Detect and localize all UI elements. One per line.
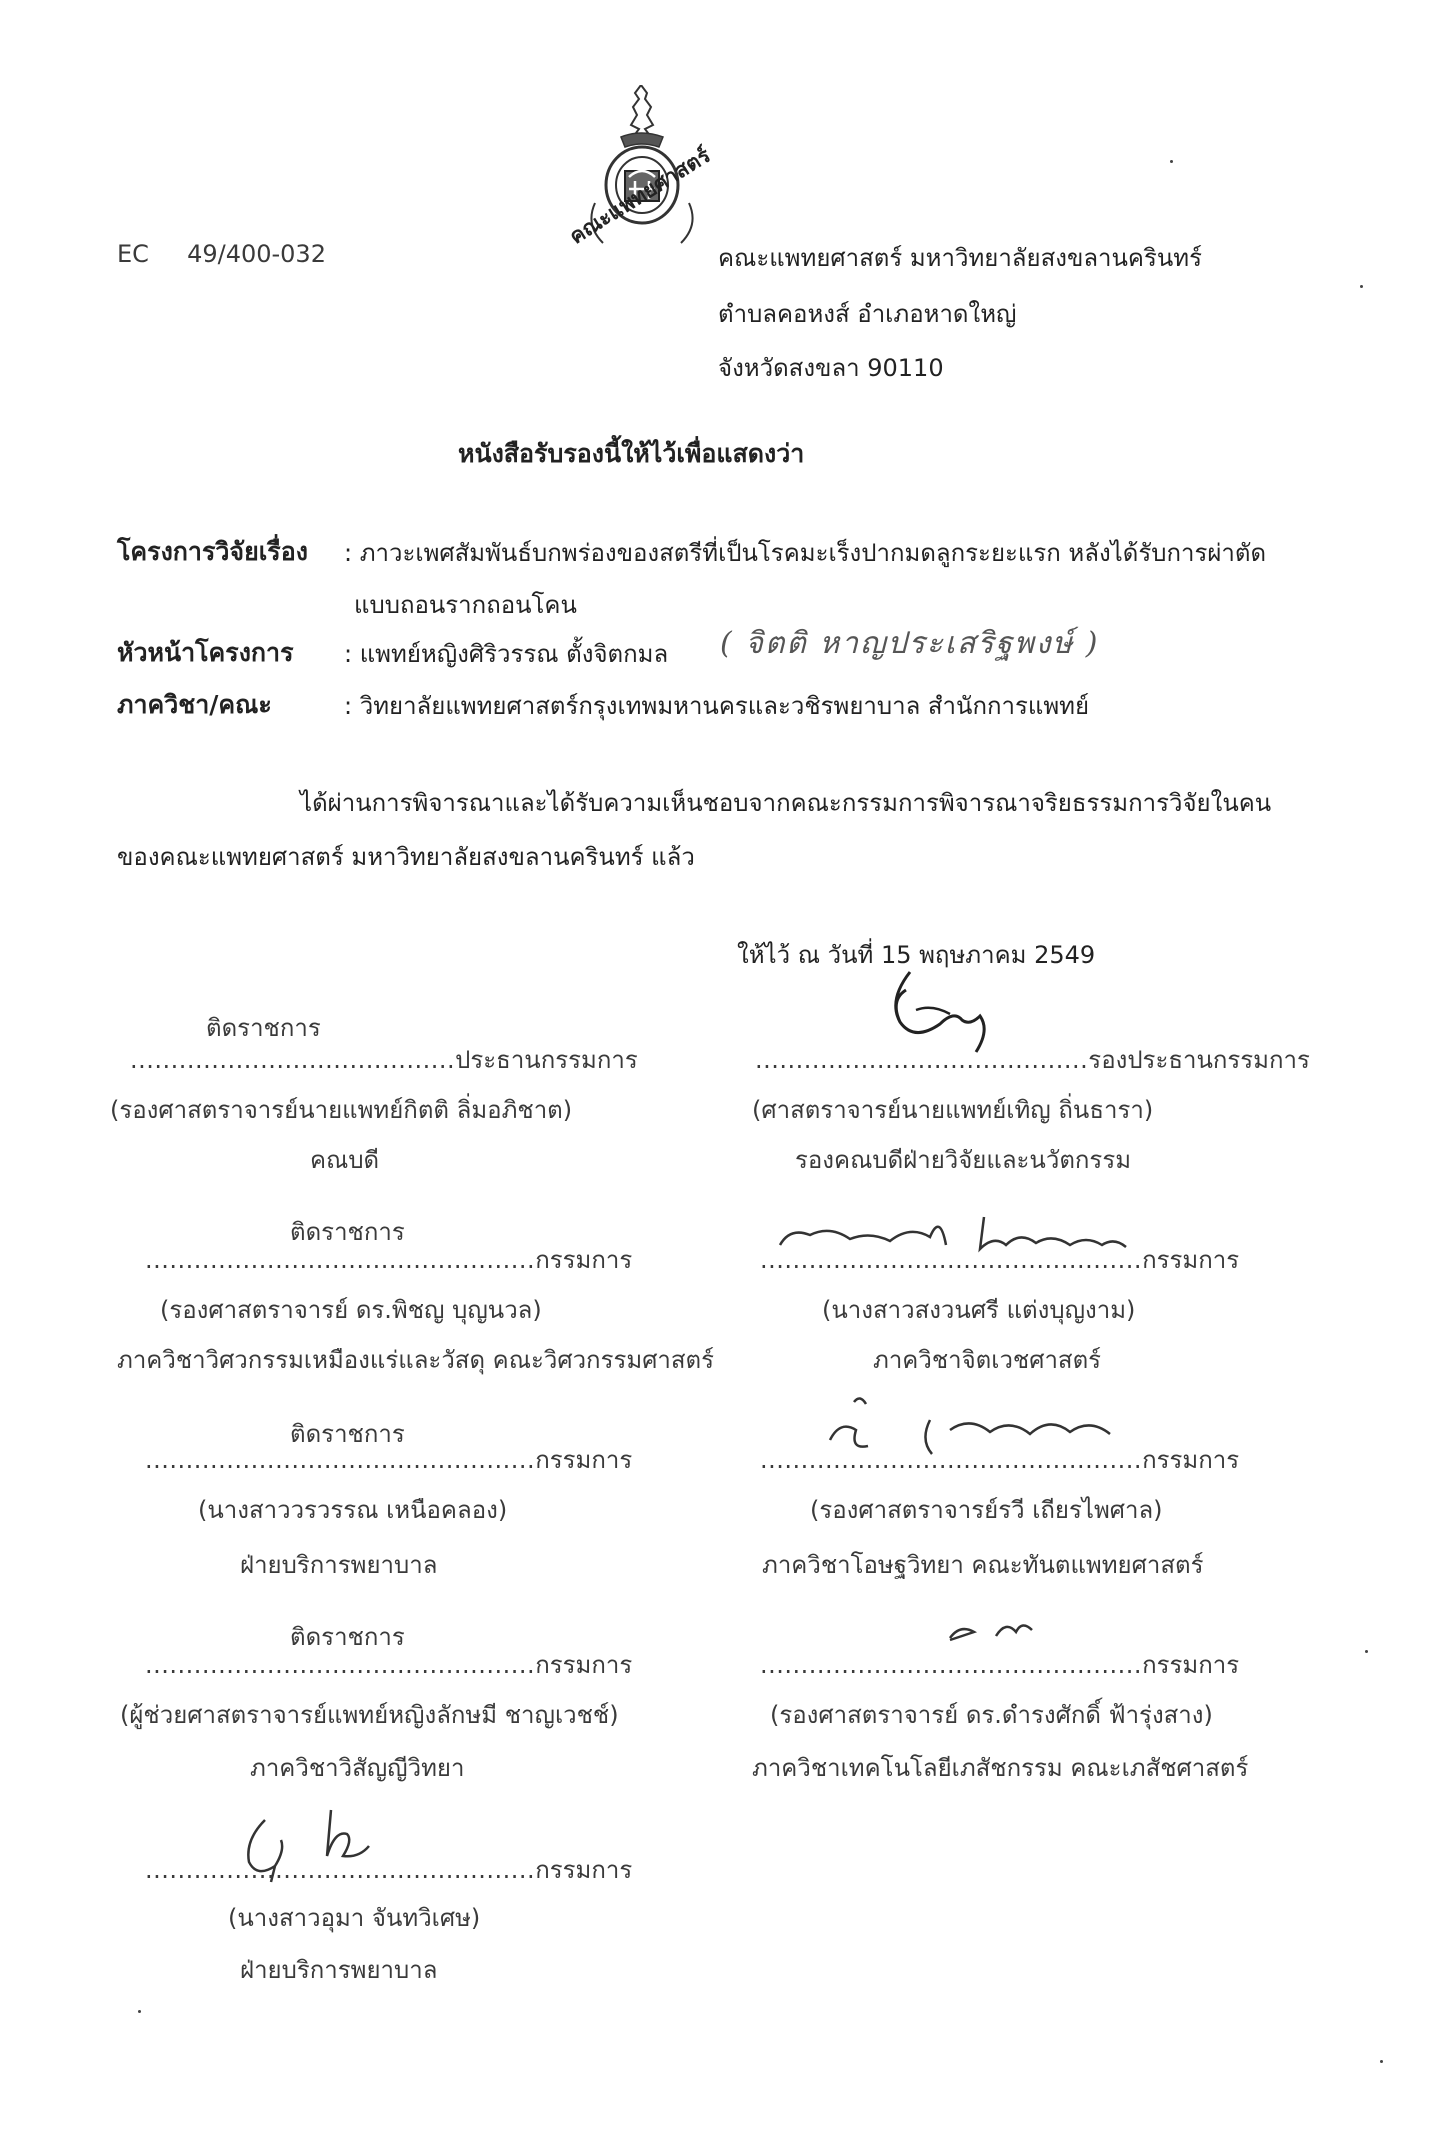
left-3-affiliation: ฝ่ายบริการพยาบาล <box>240 1551 438 1579</box>
left-2-line <box>145 1240 632 1279</box>
left-1-note: ติดราชการ <box>206 1014 321 1042</box>
address-line-2: ตำบลคอหงส์ อำเภอหาดใหญ่ <box>718 300 1017 328</box>
left-1-line <box>130 1040 638 1079</box>
signatory-role: กรรมการ <box>1142 1246 1240 1274</box>
signature-dots: ................................................ <box>145 1856 536 1884</box>
right-2-line <box>760 1240 1239 1279</box>
right-4-affiliation: ภาควิชาเทคโนโลยีเภสัชกรรม คณะเภสัชศาสตร์ <box>752 1754 1249 1782</box>
head-handwritten-note: ( จิตติ หาญประเสริฐพงษ์ ) <box>720 626 1100 661</box>
scan-speck <box>1380 2060 1383 2063</box>
signatory-role: กรรมการ <box>1142 1446 1240 1474</box>
left-4-note: ติดราชการ <box>290 1623 405 1651</box>
left-3-note: ติดราชการ <box>290 1420 405 1448</box>
scan-speck <box>1170 160 1173 163</box>
project-value-1: : ภาวะเพศสัมพันธ์บกพร่องของสตรีที่เป็นโรคมะเร็งปากมดลูกระยะแรก หลังได้รับการผ่าตัด <box>344 539 1267 567</box>
signature-dots: ................................................ <box>145 1651 536 1679</box>
signature-dots: ............................................... <box>760 1446 1143 1474</box>
right-4-name: (รองศาสตราจารย์ ดร.ดำรงศักดิ์ ฟ้ารุ่งสาง) <box>770 1701 1213 1729</box>
right-3-affiliation: ภาควิชาโอษฐวิทยา คณะทันตแพทยศาสตร์ <box>762 1551 1204 1579</box>
scan-speck <box>1360 285 1363 288</box>
left-2-affiliation: ภาควิชาวิศวกรรมเหมืองแร่และวัสดุ คณะวิศวกรรมศาสตร์ <box>117 1346 715 1374</box>
head-label: หัวหน้าโครงการ <box>117 638 294 667</box>
scan-speck <box>138 2010 141 2013</box>
seal-text: คณะแพทยศาสตร์ <box>565 142 715 249</box>
left-3-line <box>145 1440 632 1479</box>
right-3-name: (รองศาสตราจารย์รวี เถียรไพศาล) <box>810 1496 1163 1524</box>
right-1-line <box>755 1040 1310 1079</box>
signature-dots: ............................................... <box>760 1246 1143 1274</box>
body-line-1: ได้ผ่านการพิจารณาและได้รับความเห็นชอบจากคณะกรรมการพิจารณาจริยธรรมการวิจัยในคน <box>300 789 1272 817</box>
left-3-name: (นางสาววรวรรณ เหนือคลอง) <box>198 1496 508 1524</box>
signatory-role: กรรมการ <box>535 1246 633 1274</box>
left-4-affiliation: ภาควิชาวิสัญญีวิทยา <box>250 1754 465 1782</box>
date-line: ให้ไว้ ณ วันที่ 15 พฤษภาคม 2549 <box>737 941 1096 969</box>
head-value: : แพทย์หญิงศิริวรรณ ตั้งจิตกมล <box>344 640 669 668</box>
right-4-line <box>760 1645 1239 1684</box>
signatory-role: กรรมการ <box>535 1651 633 1679</box>
signatory-role: กรรมการ <box>535 1856 633 1884</box>
signature-dots: ............................................... <box>760 1651 1143 1679</box>
left-5-line <box>145 1850 632 1889</box>
left-5-affiliation: ฝ่ายบริการพยาบาล <box>240 1956 438 1984</box>
project-value-2: แบบถอนรากถอนโคน <box>354 591 577 619</box>
right-1-affiliation: รองคณบดีฝ่ายวิจัยและนวัตกรรม <box>795 1146 1132 1174</box>
signatory-role: กรรมการ <box>535 1446 633 1474</box>
left-4-line <box>145 1645 632 1684</box>
signature-dots: ................................................ <box>145 1246 536 1274</box>
address-line-1: คณะแพทยศาสตร์ มหาวิทยาลัยสงขลานครินทร์ <box>718 244 1202 272</box>
body-line-2: ของคณะแพทยศาสตร์ มหาวิทยาลัยสงขลานครินทร์ แล้ว <box>117 843 695 871</box>
right-1-name: (ศาสตราจารย์นายแพทย์เทิญ ถิ่นธารา) <box>752 1096 1154 1124</box>
signature-dots: ................................................ <box>145 1446 536 1474</box>
left-2-note: ติดราชการ <box>290 1218 405 1246</box>
project-label: โครงการวิจัยเรื่อง <box>117 537 308 566</box>
signature-dots: ......................................... <box>755 1046 1089 1074</box>
right-2-affiliation: ภาควิชาจิตเวชศาสตร์ <box>873 1346 1102 1374</box>
left-1-name: (รองศาสตราจารย์นายแพทย์กิตติ ลิ่มอภิชาต) <box>110 1096 573 1124</box>
signatory-role: กรรมการ <box>1142 1651 1240 1679</box>
signature-dots: ........................................ <box>130 1046 456 1074</box>
right-3-line <box>760 1440 1239 1479</box>
signatory-role: รองประธานกรรมการ <box>1088 1046 1310 1074</box>
page-title: หนังสือรับรองนี้ให้ไว้เพื่อแสดงว่า <box>458 439 805 468</box>
signatory-role: ประธานกรรมการ <box>455 1046 638 1074</box>
address-line-3: จังหวัดสงขลา 90110 <box>718 354 944 382</box>
dept-value: : วิทยาลัยแพทยศาสตร์กรุงเทพมหานครและวชิรพยาบาล สำนักการแพทย์ <box>344 692 1090 720</box>
left-1-affiliation: คณบดี <box>310 1146 380 1174</box>
ec-number: EC 49/400-032 <box>117 240 326 268</box>
faculty-seal <box>555 85 730 260</box>
scan-speck <box>1365 1650 1368 1653</box>
dept-label: ภาควิชา/คณะ <box>117 690 272 719</box>
right-2-name: (นางสาวสงวนศรี แต่งบุญงาม) <box>822 1296 1136 1324</box>
left-4-name: (ผู้ช่วยศาสตราจารย์แพทย์หญิงลักษมี ชาญเวชช์) <box>120 1701 619 1729</box>
left-5-name: (นางสาวอุมา จันทวิเศษ) <box>228 1904 481 1932</box>
left-2-name: (รองศาสตราจารย์ ดร.พิชญ บุญนวล) <box>160 1296 542 1324</box>
